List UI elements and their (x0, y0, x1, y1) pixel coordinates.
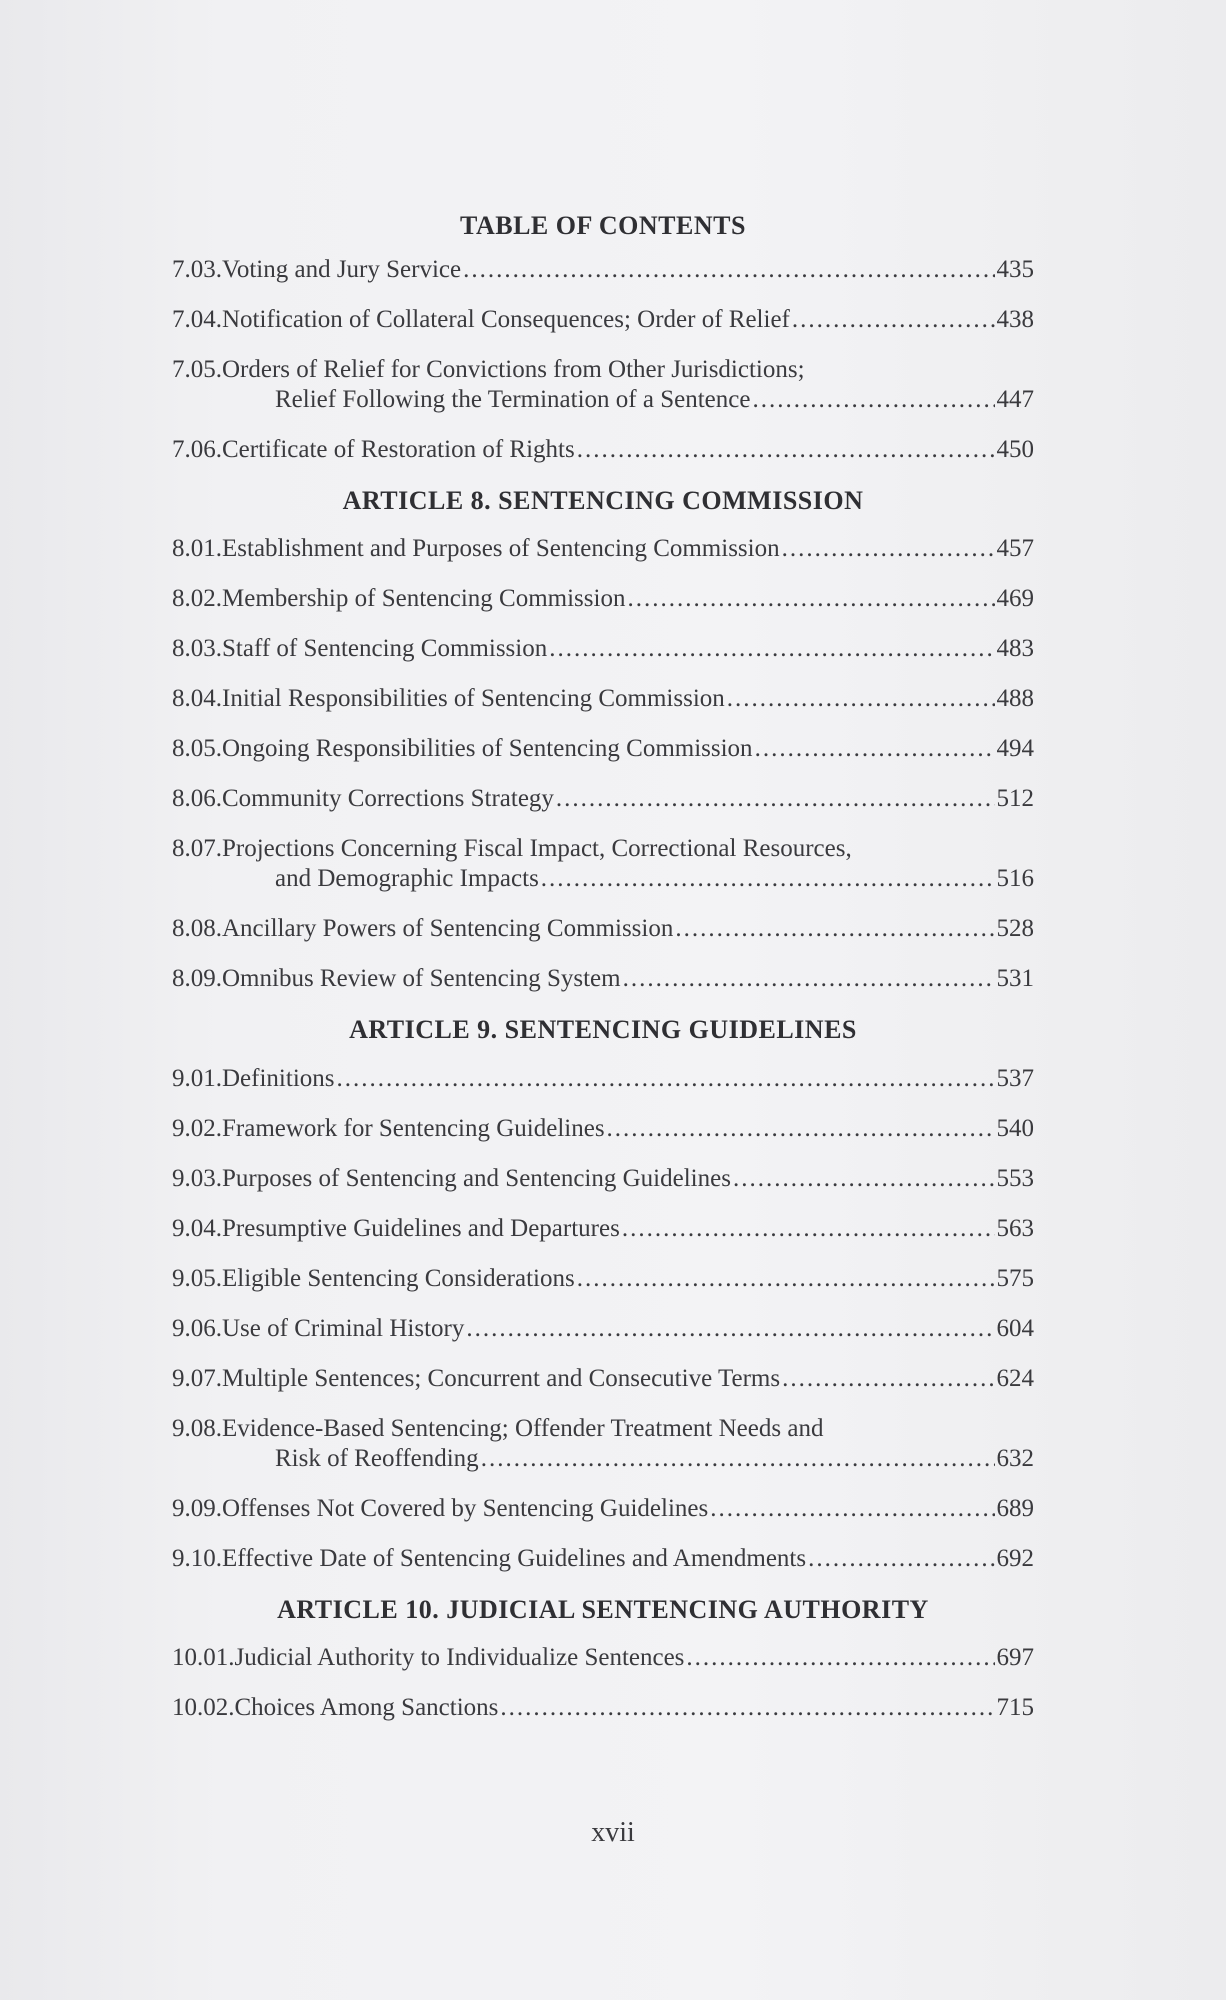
toc-entry-line (172, 1364, 1034, 1394)
section-number: 8.08. (172, 915, 222, 943)
section-title: Evidence-Based Sentencing; Offender Treatment Needs and (222, 1414, 824, 1442)
toc-entry[interactable] (172, 1164, 1034, 1194)
section-number: 8.05. (172, 735, 222, 763)
section-title: Risk of Reoffending (275, 1444, 479, 1472)
dot-leader (792, 305, 995, 335)
article-heading: ARTICLE 9. SENTENCING GUIDELINES (349, 1015, 857, 1045)
toc-entry-line (172, 634, 1034, 664)
dot-leader (556, 784, 995, 814)
section-number: 9.04. (172, 1214, 222, 1242)
toc-entry-line (172, 684, 1034, 714)
toc-entry-line (172, 1693, 1034, 1723)
section-number: 8.09. (172, 965, 222, 993)
page-reference: 450 (996, 436, 1034, 464)
section-title: Establishment and Purposes of Sentencing Commission (222, 535, 780, 563)
section-number: 7.04. (172, 306, 222, 334)
section-number: 9.10. (172, 1544, 222, 1572)
dot-leader (752, 385, 994, 415)
section-title: Purposes of Sentencing and Sentencing Guidelines (222, 1164, 731, 1192)
section-number: 8.01. (172, 535, 222, 563)
toc-entry[interactable] (172, 1114, 1034, 1144)
section-number: 8.06. (172, 785, 222, 813)
toc-entry[interactable] (172, 634, 1034, 664)
page-reference: 494 (996, 735, 1034, 763)
section-number: 9.08. (172, 1414, 222, 1442)
page-reference: 447 (996, 386, 1034, 414)
section-title: Choices Among Sanctions (234, 1693, 499, 1721)
toc-entry[interactable] (172, 684, 1034, 714)
toc-entry[interactable] (172, 1314, 1034, 1344)
toc-entry-line (172, 305, 1034, 335)
page-reference: 528 (996, 915, 1034, 943)
toc-entry[interactable] (172, 584, 1034, 614)
dot-leader (337, 1064, 995, 1094)
section-number: 9.07. (172, 1364, 222, 1392)
toc-entry[interactable] (172, 255, 1034, 285)
dot-leader (782, 534, 995, 564)
toc-entry-line (172, 534, 1034, 564)
section-number: 9.05. (172, 1264, 222, 1292)
page-reference: 624 (996, 1364, 1034, 1392)
section-title: Initial Responsibilities of Sentencing Commission (222, 685, 725, 713)
dot-leader (500, 1693, 994, 1723)
toc-entry[interactable] (172, 534, 1034, 564)
section-number: 7.05. (172, 356, 222, 384)
toc-entry-line (172, 1414, 1034, 1444)
toc-entry-line (172, 255, 1034, 285)
toc-entry-line (172, 1164, 1034, 1194)
dot-leader (727, 684, 995, 714)
toc-entry[interactable] (172, 355, 1034, 415)
dot-leader (710, 1494, 994, 1524)
section-number: 9.06. (172, 1314, 222, 1342)
toc-entry-line (172, 584, 1034, 614)
dot-leader (577, 435, 995, 465)
section-number: 8.07. (172, 835, 222, 863)
page-reference: 483 (996, 635, 1034, 663)
section-title: Multiple Sentences; Concurrent and Consecutive Terms (222, 1364, 781, 1392)
section-number: 7.06. (172, 436, 222, 464)
dot-leader (466, 1314, 994, 1344)
section-title: Community Corrections Strategy (222, 785, 554, 813)
dot-leader (686, 1643, 994, 1673)
toc-entry-line (172, 1264, 1034, 1294)
toc-entry[interactable] (172, 914, 1034, 944)
section-title: Voting and Jury Service (222, 256, 462, 284)
section-number: 9.09. (172, 1494, 222, 1522)
page-reference: 512 (996, 785, 1034, 813)
page-reference: 553 (996, 1164, 1034, 1192)
toc-entry[interactable] (172, 734, 1034, 764)
page-reference: 575 (996, 1264, 1034, 1292)
page-number: xvii (591, 1817, 635, 1848)
section-title: Certificate of Restoration of Rights (222, 436, 575, 464)
section-title: Projections Concerning Fiscal Impact, Correctional Resources, (222, 835, 852, 863)
page-reference: 540 (996, 1114, 1034, 1142)
section-number: 9.01. (172, 1064, 222, 1092)
dot-leader (463, 255, 994, 285)
section-number: 8.02. (172, 585, 222, 613)
dot-leader (782, 1364, 994, 1394)
toc-entry-line (172, 1114, 1034, 1144)
section-title: Staff of Sentencing Commission (222, 635, 548, 663)
page-reference: 715 (996, 1693, 1034, 1721)
page-title: TABLE OF CONTENTS (460, 211, 746, 240)
page-reference: 697 (996, 1643, 1034, 1671)
dot-leader (733, 1164, 995, 1194)
dot-leader (623, 964, 995, 994)
section-number: 7.03. (172, 256, 222, 284)
page-reference: 632 (996, 1444, 1034, 1472)
dot-leader (549, 634, 994, 664)
toc-entry-line (172, 864, 1034, 894)
toc-entry-line (172, 1444, 1034, 1474)
toc-entry[interactable] (172, 1264, 1034, 1294)
section-title: and Demographic Impacts (275, 865, 539, 893)
dot-leader (755, 734, 995, 764)
dot-leader (481, 1444, 995, 1474)
toc-entry[interactable] (172, 1364, 1034, 1394)
article-heading: ARTICLE 10. JUDICIAL SENTENCING AUTHORITY (277, 1594, 929, 1624)
dot-leader (577, 1264, 995, 1294)
toc-list (172, 255, 1034, 1723)
section-title: Presumptive Guidelines and Departures (222, 1214, 620, 1242)
dot-leader (541, 864, 995, 894)
section-title: Omnibus Review of Sentencing System (222, 965, 621, 993)
page-reference: 516 (996, 865, 1034, 893)
page-reference: 435 (996, 256, 1034, 284)
toc-entry-line (172, 834, 1034, 864)
toc-entry-line (172, 1643, 1034, 1673)
section-title: Judicial Authority to Individualize Sentences (234, 1643, 685, 1671)
page-reference: 469 (996, 585, 1034, 613)
toc-entry[interactable] (172, 1693, 1034, 1723)
toc-entry-line (172, 964, 1034, 994)
section-number: 9.02. (172, 1114, 222, 1142)
page-reference: 488 (996, 685, 1034, 713)
section-number: 10.01. (172, 1643, 235, 1671)
toc-entry[interactable] (172, 1214, 1034, 1244)
toc-entry-line (172, 355, 1034, 385)
page-reference: 689 (996, 1494, 1034, 1522)
toc-entry-line (172, 385, 1034, 415)
dot-leader (607, 1114, 995, 1144)
section-number: 9.03. (172, 1164, 222, 1192)
section-title: Ancillary Powers of Sentencing Commission (222, 915, 674, 943)
toc-entry[interactable] (172, 834, 1034, 894)
page-reference: 531 (996, 965, 1034, 993)
section-title: Relief Following the Termination of a Sentence (275, 386, 751, 414)
dot-leader (808, 1544, 994, 1574)
toc-entry[interactable] (172, 435, 1034, 465)
toc-entry-line (172, 914, 1034, 944)
toc-entry-line (172, 734, 1034, 764)
section-title: Orders of Relief for Convictions from Other Jurisdictions; (222, 356, 805, 384)
toc-entry-line (172, 1314, 1034, 1344)
dot-leader (627, 584, 994, 614)
toc-entry[interactable] (172, 1494, 1034, 1524)
dot-leader (622, 1214, 995, 1244)
toc-entry[interactable] (172, 1544, 1034, 1574)
section-number: 8.03. (172, 635, 222, 663)
toc-entry-line (172, 1214, 1034, 1244)
page-reference: 537 (996, 1064, 1034, 1092)
toc-entry-line (172, 1494, 1034, 1524)
page-reference: 438 (996, 306, 1034, 334)
toc-entry-line (172, 1544, 1034, 1574)
toc-entry-line (172, 784, 1034, 814)
section-title: Use of Criminal History (222, 1314, 465, 1342)
table-of-contents (172, 210, 1034, 1743)
toc-entry[interactable] (172, 305, 1034, 335)
section-title: Membership of Sentencing Commission (222, 585, 626, 613)
section-title: Eligible Sentencing Considerations (222, 1264, 575, 1292)
section-title: Effective Date of Sentencing Guidelines and Amendments (222, 1544, 807, 1572)
page-reference: 563 (996, 1214, 1034, 1242)
section-title: Definitions (222, 1064, 335, 1092)
toc-entry[interactable] (172, 1064, 1034, 1094)
toc-entry[interactable] (172, 1414, 1034, 1474)
section-number: 8.04. (172, 685, 222, 713)
section-title: Framework for Sentencing Guidelines (222, 1114, 605, 1142)
section-title: Notification of Collateral Consequences; Order of Relief (222, 306, 790, 334)
toc-entry[interactable] (172, 1643, 1034, 1673)
toc-entry-line (172, 1064, 1034, 1094)
page-reference: 457 (996, 535, 1034, 563)
section-title: Ongoing Responsibilities of Sentencing Commission (222, 735, 753, 763)
page-reference: 604 (996, 1314, 1034, 1342)
section-title: Offenses Not Covered by Sentencing Guidelines (222, 1494, 709, 1522)
toc-entry-line (172, 435, 1034, 465)
section-number: 10.02. (172, 1693, 235, 1721)
dot-leader (675, 914, 994, 944)
article-heading: ARTICLE 8. SENTENCING COMMISSION (342, 486, 864, 516)
toc-entry[interactable] (172, 964, 1034, 994)
toc-entry[interactable] (172, 784, 1034, 814)
page-reference: 692 (996, 1544, 1034, 1572)
